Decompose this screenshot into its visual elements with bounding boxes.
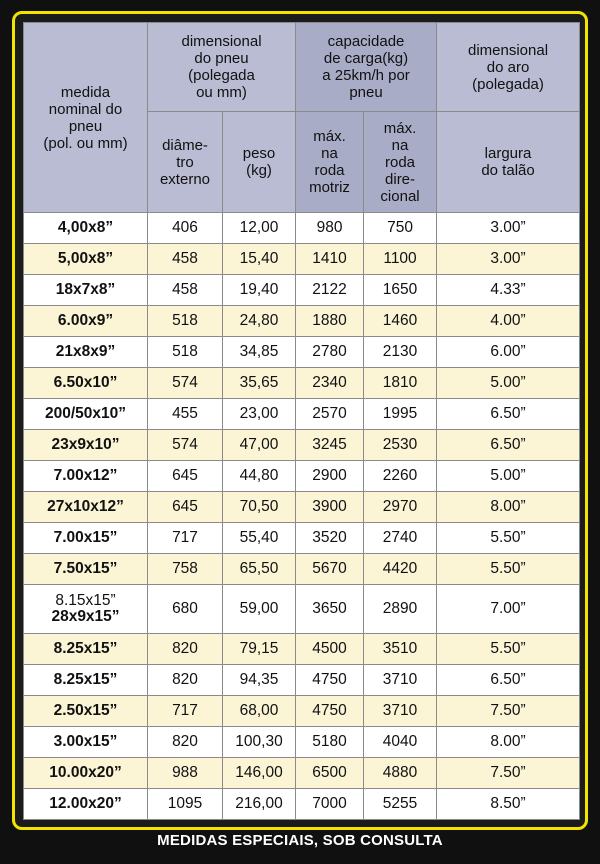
header-group-dimensional: dimensional do pneu (polegada ou mm) [148, 23, 296, 112]
cell-size: 2.50x15” [24, 696, 148, 727]
cell-size: 7.50x15” [24, 554, 148, 585]
cell-largura: 4.33” [437, 275, 580, 306]
cell-largura: 3.00” [437, 213, 580, 244]
cell-max-motriz: 2570 [296, 399, 364, 430]
cell-largura: 5.50” [437, 523, 580, 554]
cell-max-direcional: 1100 [364, 244, 437, 275]
header-max-motriz: máx. na roda motriz [296, 112, 364, 213]
cell-peso: 70,50 [223, 492, 296, 523]
cell-diametro: 458 [148, 244, 223, 275]
cell-diametro: 717 [148, 696, 223, 727]
cell-max-direcional: 5255 [364, 789, 437, 820]
cell-max-direcional: 1460 [364, 306, 437, 337]
table-row [24, 430, 580, 461]
cell-size: 18x7x8” [24, 275, 148, 306]
cell-largura: 8.00” [437, 727, 580, 758]
cell-diametro: 518 [148, 337, 223, 368]
cell-largura: 8.00” [437, 492, 580, 523]
cell-largura: 5.50” [437, 554, 580, 585]
cell-size-line1: 8.15x15” [55, 592, 116, 609]
cell-max-direcional: 4880 [364, 758, 437, 789]
cell-largura: 4.00” [437, 306, 580, 337]
cell-max-motriz: 1410 [296, 244, 364, 275]
table-row [24, 523, 580, 554]
cell-max-motriz: 4500 [296, 634, 364, 665]
cell-diametro: 1095 [148, 789, 223, 820]
table-row [24, 696, 580, 727]
cell-peso: 24,80 [223, 306, 296, 337]
cell-diametro: 758 [148, 554, 223, 585]
cell-peso: 146,00 [223, 758, 296, 789]
cell-max-direcional: 2890 [364, 585, 437, 634]
cell-max-direcional: 750 [364, 213, 437, 244]
cell-size: 10.00x20” [24, 758, 148, 789]
cell-peso: 68,00 [223, 696, 296, 727]
cell-diametro: 645 [148, 461, 223, 492]
cell-largura: 5.50” [437, 634, 580, 665]
cell-max-direcional: 2260 [364, 461, 437, 492]
footer-note: MEDIDAS ESPECIAIS, SOB CONSULTA [157, 832, 443, 849]
cell-max-motriz: 3520 [296, 523, 364, 554]
cell-peso: 19,40 [223, 275, 296, 306]
cell-largura: 6.50” [437, 399, 580, 430]
table-row [24, 789, 580, 820]
cell-size: 3.00x15” [24, 727, 148, 758]
cell-max-direcional: 3510 [364, 634, 437, 665]
cell-max-motriz: 2122 [296, 275, 364, 306]
cell-diametro: 680 [148, 585, 223, 634]
cell-largura: 8.50” [437, 789, 580, 820]
cell-diametro: 406 [148, 213, 223, 244]
cell-peso: 15,40 [223, 244, 296, 275]
cell-max-direcional: 2530 [364, 430, 437, 461]
cell-max-motriz: 5180 [296, 727, 364, 758]
cell-diametro: 574 [148, 430, 223, 461]
table-row [24, 368, 580, 399]
cell-peso: 94,35 [223, 665, 296, 696]
cell-max-motriz: 1880 [296, 306, 364, 337]
cell-diametro: 820 [148, 665, 223, 696]
table-row [24, 399, 580, 430]
cell-size: 12.00x20” [24, 789, 148, 820]
cell-max-direcional: 1810 [364, 368, 437, 399]
cell-diametro: 645 [148, 492, 223, 523]
cell-largura: 5.00” [437, 461, 580, 492]
cell-max-motriz: 4750 [296, 665, 364, 696]
cell-max-direcional: 1650 [364, 275, 437, 306]
cell-size: 7.00x12” [24, 461, 148, 492]
table-frame [12, 11, 588, 830]
cell-largura: 7.00” [437, 585, 580, 634]
cell-diametro: 518 [148, 306, 223, 337]
cell-max-motriz: 3650 [296, 585, 364, 634]
cell-max-direcional: 1995 [364, 399, 437, 430]
cell-largura: 5.00” [437, 368, 580, 399]
table-row [24, 337, 580, 368]
cell-max-direcional: 2740 [364, 523, 437, 554]
cell-peso: 47,00 [223, 430, 296, 461]
cell-max-direcional: 2970 [364, 492, 437, 523]
header-largura: largura do talão [437, 112, 580, 213]
cell-max-motriz: 6500 [296, 758, 364, 789]
table-row [24, 554, 580, 585]
header-diametro: diâme- tro externo [148, 112, 223, 213]
table-row [24, 213, 580, 244]
table-header [24, 23, 580, 213]
cell-size: 6.00x9” [24, 306, 148, 337]
cell-peso: 100,30 [223, 727, 296, 758]
cell-diametro: 820 [148, 634, 223, 665]
cell-max-direcional: 4040 [364, 727, 437, 758]
cell-diametro: 458 [148, 275, 223, 306]
table-row [24, 244, 580, 275]
header-group-capacidade: capacidade de carga(kg) a 25km/h por pneu [296, 23, 437, 112]
cell-peso: 55,40 [223, 523, 296, 554]
cell-peso: 59,00 [223, 585, 296, 634]
cell-max-direcional: 3710 [364, 665, 437, 696]
cell-max-motriz: 980 [296, 213, 364, 244]
cell-size: 8.25x15” [24, 665, 148, 696]
cell-size: 23x9x10” [24, 430, 148, 461]
cell-peso: 34,85 [223, 337, 296, 368]
table-body [24, 213, 580, 820]
table-row [24, 634, 580, 665]
cell-peso: 79,15 [223, 634, 296, 665]
cell-largura: 3.00” [437, 244, 580, 275]
cell-diametro: 988 [148, 758, 223, 789]
header-max-direcional: máx. na roda dire- cional [364, 112, 437, 213]
cell-max-motriz: 4750 [296, 696, 364, 727]
cell-size: 8.25x15” [24, 634, 148, 665]
cell-largura: 6.50” [437, 430, 580, 461]
cell-diametro: 820 [148, 727, 223, 758]
cell-max-motriz: 5670 [296, 554, 364, 585]
cell-largura: 7.50” [437, 758, 580, 789]
header-group-aro: dimensional do aro (polegada) [437, 23, 580, 112]
table-row [24, 275, 580, 306]
cell-size: 6.50x10” [24, 368, 148, 399]
cell-diametro: 717 [148, 523, 223, 554]
cell-max-motriz: 2340 [296, 368, 364, 399]
table-row [24, 461, 580, 492]
header-peso: peso (kg) [223, 112, 296, 213]
cell-peso: 12,00 [223, 213, 296, 244]
cell-size: 21x8x9” [24, 337, 148, 368]
cell-peso: 23,00 [223, 399, 296, 430]
cell-diametro: 574 [148, 368, 223, 399]
cell-peso: 65,50 [223, 554, 296, 585]
table-row [24, 306, 580, 337]
table-row [24, 492, 580, 523]
cell-max-direcional: 2130 [364, 337, 437, 368]
cell-size-line2: 28x9x15” [51, 608, 120, 625]
cell-max-direcional: 4420 [364, 554, 437, 585]
cell-largura: 6.50” [437, 665, 580, 696]
cell-peso: 216,00 [223, 789, 296, 820]
cell-max-direcional: 3710 [364, 696, 437, 727]
cell-peso: 44,80 [223, 461, 296, 492]
cell-largura: 7.50” [437, 696, 580, 727]
cell-diametro: 455 [148, 399, 223, 430]
table-row [24, 758, 580, 789]
cell-largura: 6.00” [437, 337, 580, 368]
cell-size: 7.00x15” [24, 523, 148, 554]
cell-size [24, 585, 148, 634]
cell-max-motriz: 3900 [296, 492, 364, 523]
cell-peso: 35,65 [223, 368, 296, 399]
cell-size: 27x10x12” [24, 492, 148, 523]
table-row [24, 727, 580, 758]
cell-max-motriz: 7000 [296, 789, 364, 820]
cell-max-motriz: 2900 [296, 461, 364, 492]
cell-size: 5,00x8” [24, 244, 148, 275]
table-row [24, 585, 580, 634]
tire-spec-table [23, 22, 580, 820]
cell-max-motriz: 2780 [296, 337, 364, 368]
cell-max-motriz: 3245 [296, 430, 364, 461]
table-row [24, 665, 580, 696]
cell-size: 200/50x10” [24, 399, 148, 430]
cell-size: 4,00x8” [24, 213, 148, 244]
header-nominal: medida nominal do pneu (pol. ou mm) [24, 23, 148, 213]
